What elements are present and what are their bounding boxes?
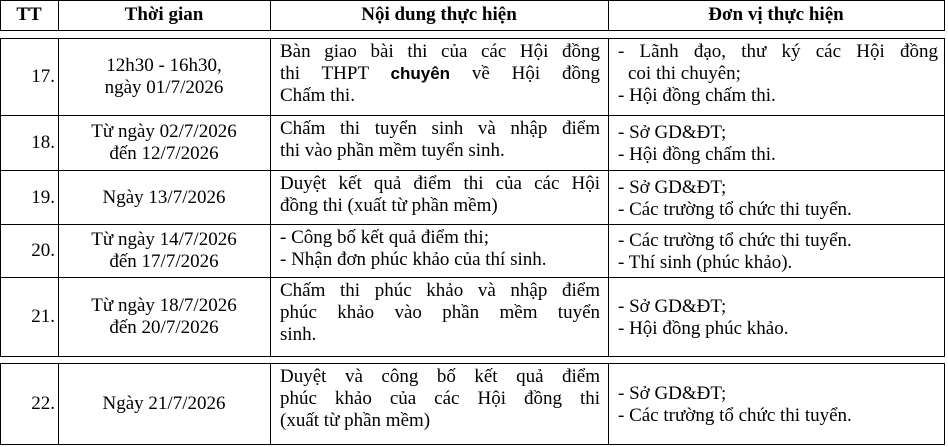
unit-line: - Các trường tổ chức thi tuyển.	[618, 405, 852, 426]
table-row-divider	[0, 224, 945, 225]
unit-line: - Sở GD&ĐT;	[618, 296, 727, 317]
table-border-row-top	[0, 38, 945, 39]
table-column-divider	[944, 38, 945, 357]
row-number: 19.	[31, 186, 55, 208]
content-line	[280, 63, 600, 85]
unit-line: - Sở GD&ĐT;	[618, 383, 727, 404]
header-time: Thời gian	[124, 4, 204, 25]
header-unit: Đơn vị thực hiện	[708, 4, 844, 25]
row-unit	[608, 364, 944, 444]
unit-line: coi thi chuyên;	[628, 63, 741, 84]
table-border-row-top	[0, 363, 945, 364]
row-content	[270, 116, 608, 170]
content-line: - Công bố kết quả điểm thi;	[280, 227, 489, 248]
time-line: Ngày 21/7/2026	[102, 393, 226, 414]
content-text: về Hội đồng	[450, 63, 601, 84]
table-column-divider	[608, 38, 609, 357]
unit-line: - Hội đồng phúc khảo.	[618, 318, 789, 339]
header-tt: TT	[16, 4, 42, 25]
time-line: Ngày 13/7/2026	[102, 186, 226, 208]
row-time	[58, 39, 270, 115]
content-line: phúc khảo của các Hội đồng thi	[280, 388, 600, 409]
table-column-divider	[270, 0, 271, 31]
content-line: Duyệt kết quả điểm thi của các Hội	[280, 173, 600, 194]
content-line: - Nhận đơn phúc khảo của thí sinh.	[280, 249, 547, 270]
row-time	[58, 364, 270, 444]
row-number: 17.	[31, 66, 55, 87]
row-number: 18.	[31, 132, 55, 153]
time-line: 12h30 - 16h30,	[106, 55, 222, 76]
unit-line: - Hội đồng chấm thi.	[618, 85, 776, 106]
row-unit	[608, 278, 944, 356]
content-emphasis: chuyên	[390, 64, 451, 83]
content-line: Bàn giao bài thi của các Hội đồng	[280, 41, 600, 62]
table-border-header-bottom	[0, 30, 945, 31]
table-column-divider	[58, 0, 59, 31]
row-time	[58, 116, 270, 170]
row-content	[270, 171, 608, 224]
table-column-divider	[58, 38, 59, 357]
unit-line: - Lãnh đạo, thư ký các Hội đồng	[618, 41, 938, 62]
row-content	[270, 39, 608, 115]
unit-line: - Các trường tổ chức thi tuyển.	[618, 198, 852, 220]
row-number: 21.	[31, 306, 55, 327]
table-column-divider	[58, 363, 59, 445]
row-unit	[608, 171, 944, 224]
table-column-divider	[270, 363, 271, 445]
table-row	[0, 116, 944, 170]
table-row-divider	[0, 277, 945, 278]
table-border-bottom	[0, 444, 945, 445]
unit-line: - Các trường tổ chức thi tuyển.	[618, 230, 852, 251]
table-row	[0, 278, 944, 356]
content-line: phúc khảo vào phần mềm tuyển	[280, 302, 600, 323]
table-border-top	[0, 0, 945, 1]
row-time	[58, 278, 270, 356]
table-column-divider	[608, 0, 609, 31]
unit-line: - Sở GD&ĐT;	[618, 122, 727, 143]
table-row	[0, 364, 944, 447]
content-line: Chấm thi tuyển sinh và nhập điểm	[280, 118, 600, 139]
table-column-divider	[0, 363, 1, 445]
header-content: Nội dung thực hiện	[361, 4, 517, 25]
content-line: Chấm thi.	[280, 85, 355, 106]
time-line: Từ ngày 18/7/2026	[91, 295, 237, 316]
row-unit	[608, 116, 944, 170]
unit-line: - Thí sinh (phúc khảo).	[618, 252, 793, 273]
time-line: đến 12/7/2026	[109, 143, 219, 164]
content-line: sinh.	[280, 324, 317, 345]
row-unit	[608, 39, 944, 115]
row-time	[58, 171, 270, 224]
time-line: ngày 01/7/2026	[104, 77, 224, 98]
table-row-divider	[0, 115, 945, 116]
row-number: 20.	[31, 240, 55, 261]
unit-line: - Hội đồng chấm thi.	[618, 144, 776, 165]
content-line: (xuất từ phần mềm)	[280, 410, 431, 431]
time-line: Từ ngày 14/7/2026	[91, 229, 237, 250]
content-line: Duyệt và công bố kết quả điểm	[280, 366, 600, 387]
unit-line: - Sở GD&ĐT;	[618, 176, 727, 198]
row-number: 22.	[31, 393, 55, 414]
table-column-divider	[944, 363, 945, 445]
table-column-divider	[270, 38, 271, 357]
row-content	[270, 225, 608, 277]
content-line: đồng thi (xuất từ phần mềm)	[280, 195, 498, 216]
time-line: đến 17/7/2026	[109, 251, 219, 272]
table-row	[0, 39, 944, 115]
row-unit	[608, 225, 944, 277]
table-row	[0, 171, 944, 224]
content-text: thi THPT	[280, 63, 391, 84]
table-row-divider	[0, 170, 945, 171]
table-column-divider	[944, 0, 945, 31]
table-row-divider	[0, 356, 945, 357]
table-column-divider	[608, 363, 609, 445]
table-column-divider	[0, 0, 1, 31]
time-line: Từ ngày 02/7/2026	[91, 121, 237, 142]
content-line: Chấm thi phúc khảo và nhập điểm	[280, 280, 600, 301]
table-header-row	[0, 0, 944, 30]
table-row	[0, 225, 944, 277]
table-column-divider	[0, 38, 1, 357]
row-time	[58, 225, 270, 277]
row-content	[270, 364, 608, 444]
time-line: đến 20/7/2026	[109, 317, 219, 338]
content-line: thi vào phần mềm tuyển sinh.	[280, 140, 505, 161]
row-content	[270, 278, 608, 356]
